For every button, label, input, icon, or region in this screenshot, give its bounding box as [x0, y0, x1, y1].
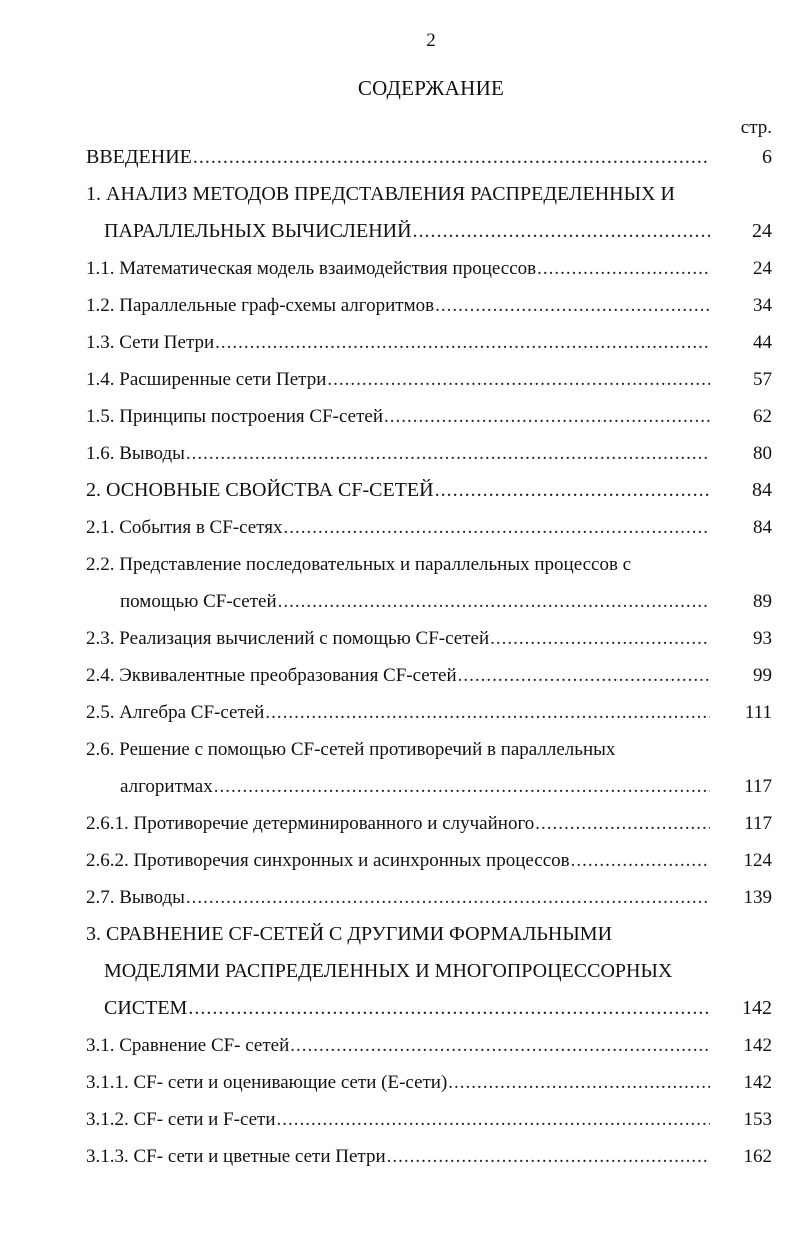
toc-entry-3-1-1[interactable] [86, 1064, 772, 1101]
toc-entry-2-6-2[interactable] [86, 842, 772, 879]
dot-leader [284, 509, 711, 546]
toc-entry-1-1[interactable] [86, 250, 772, 287]
dot-leader [535, 805, 710, 842]
dot-leader [290, 1027, 710, 1064]
toc-entry-3-1-2[interactable] [86, 1101, 772, 1138]
toc-entry-1-6[interactable] [86, 435, 772, 472]
toc-entry-chapter-1-cont[interactable] [86, 213, 772, 250]
dot-leader [387, 1138, 710, 1175]
toc-entry-2-2-cont[interactable] [86, 583, 772, 620]
toc-entry-2-6-1[interactable] [86, 805, 772, 842]
toc-entry-page: 153 [743, 1109, 772, 1130]
toc-entry-text: 2.7. Выводы [86, 887, 185, 908]
toc-entry-page: 34 [753, 295, 772, 316]
toc-entry-page: 44 [753, 332, 772, 353]
dot-leader [186, 435, 710, 472]
toc-entry-page: 84 [753, 517, 772, 538]
dot-leader [537, 250, 710, 287]
dot-leader [327, 361, 710, 398]
toc-entry-page: 62 [753, 406, 772, 427]
toc-entry-3-1-3[interactable] [86, 1138, 772, 1175]
toc-entry-page: 142 [742, 997, 772, 1019]
toc-entry-page: 139 [743, 887, 772, 908]
toc-entry-2-3[interactable] [86, 620, 772, 657]
toc-entry-chapter-1[interactable] [86, 176, 772, 213]
toc-entry-2-7[interactable] [86, 879, 772, 916]
toc-entry-text: 2.6.2. Противоречия синхронных и асинхронных процессов [86, 850, 570, 871]
toc-entry-2-6[interactable] [86, 731, 772, 768]
toc-entry-page: 124 [743, 850, 772, 871]
toc-entry-page: 93 [753, 628, 772, 649]
dot-leader [214, 768, 710, 805]
toc-entry-2-1[interactable] [86, 509, 772, 546]
dot-leader [193, 139, 710, 176]
dot-leader [188, 990, 710, 1027]
toc-entry-chapter-3-end[interactable] [86, 990, 772, 1027]
toc-entry-text: 2. ОСНОВНЫЕ СВОЙСТВА CF-СЕТЕЙ [86, 479, 434, 501]
toc-entry-page: 84 [752, 479, 772, 501]
toc-entry-text: СИСТЕМ [104, 997, 188, 1019]
toc-entry-page: 24 [753, 258, 772, 279]
page-number: 2 [426, 30, 436, 51]
dot-leader [448, 1064, 710, 1101]
toc-entry-text: помощью CF-сетей [120, 591, 277, 612]
toc-entry-text: 3.1.2. CF- сети и F-сети [86, 1109, 276, 1130]
toc-entry-text: МОДЕЛЯМИ РАСПРЕДЕЛЕННЫХ И МНОГОПРОЦЕССОРНЫХ [104, 960, 673, 982]
toc-entry-text: 1.5. Принципы построения CF-сетей [86, 406, 383, 427]
dot-leader [278, 583, 710, 620]
toc-entry-page: 6 [762, 146, 772, 168]
toc-entry-text: 1. АНАЛИЗ МЕТОДОВ ПРЕДСТАВЛЕНИЯ РАСПРЕДЕЛЕННЫХ И [86, 183, 675, 205]
toc-entry-1-3[interactable] [86, 324, 772, 361]
toc-entry-text: 2.4. Эквивалентные преобразования CF-сетей [86, 665, 457, 686]
toc-entry-text: 3.1.3. CF- сети и цветные сети Петри [86, 1146, 386, 1167]
dot-leader [435, 287, 710, 324]
toc-entry-text: 3. СРАВНЕНИЕ CF-СЕТЕЙ С ДРУГИМИ ФОРМАЛЬНЫМИ [86, 923, 613, 945]
toc-entry-1-4[interactable] [86, 361, 772, 398]
page-column-label: стр. [740, 117, 772, 138]
toc-entry-2-6-cont[interactable] [86, 768, 772, 805]
dot-leader [384, 398, 710, 435]
dot-leader [215, 324, 710, 361]
toc-entry-text: 2.2. Представление последовательных и параллельных процессов с [86, 554, 632, 575]
toc-entry-text: ПАРАЛЛЕЛЬНЫХ ВЫЧИСЛЕНИЙ [104, 220, 412, 242]
toc-entry-text: 2.6.1. Противоречие детерминированного и случайного [86, 813, 535, 834]
dot-leader [490, 620, 710, 657]
dot-leader [413, 213, 710, 250]
toc-entry-text: алгоритмах [120, 776, 213, 797]
toc-entry-chapter-2[interactable] [86, 472, 772, 509]
toc-entry-text: 1.1. Математическая модель взаимодействия процессов [86, 258, 537, 279]
dot-leader [265, 694, 710, 731]
toc-entry-text: 1.6. Выводы [86, 443, 185, 464]
toc-entry-text: 1.3. Сети Петри [86, 332, 215, 353]
toc-entry-page: 117 [744, 776, 772, 797]
toc-entry-text: 3.1. Сравнение CF- сетей [86, 1035, 290, 1056]
toc-entry-text: 3.1.1. CF- сети и оценивающие сети (Е-сети) [86, 1072, 448, 1093]
page-title: СОДЕРЖАНИЕ [357, 76, 505, 100]
toc-entry-page: 162 [743, 1146, 772, 1167]
toc-entry-page: 142 [743, 1035, 772, 1056]
toc-entry-introduction[interactable] [86, 139, 772, 176]
toc-entry-page: 111 [744, 702, 772, 723]
dot-leader [435, 472, 710, 509]
dot-leader [277, 1101, 710, 1138]
toc-entry-1-2[interactable] [86, 287, 772, 324]
toc-entry-text: 1.2. Параллельные граф-схемы алгоритмов [86, 295, 435, 316]
toc-entry-3-1[interactable] [86, 1027, 772, 1064]
toc-entry-page: 117 [744, 813, 772, 834]
toc-entry-page: 24 [752, 220, 772, 242]
dot-leader [571, 842, 710, 879]
toc-entry-2-4[interactable] [86, 657, 772, 694]
toc-entry-text: 2.5. Алгебра CF-сетей [86, 702, 265, 723]
toc-entry-text: 2.3. Реализация вычислений с помощью CF-сетей [86, 628, 490, 649]
table-of-contents [86, 139, 772, 1175]
toc-entry-1-5[interactable] [86, 398, 772, 435]
toc-entry-text: 1.4. Расширенные сети Петри [86, 369, 327, 390]
toc-entry-chapter-3-cont[interactable] [86, 953, 772, 990]
toc-entry-page: 57 [753, 369, 772, 390]
toc-entry-page: 89 [753, 591, 772, 612]
toc-entry-page: 99 [753, 665, 772, 686]
toc-entry-text: ВВЕДЕНИЕ [86, 146, 192, 168]
dot-leader [186, 879, 710, 916]
toc-entry-2-2[interactable] [86, 546, 772, 583]
toc-entry-chapter-3[interactable] [86, 916, 772, 953]
toc-entry-text: 2.6. Решение с помощью CF-сетей противоречий в параллельных [86, 739, 616, 760]
toc-entry-text: 2.1. События в CF-сетях [86, 517, 283, 538]
toc-entry-2-5[interactable] [86, 694, 772, 731]
toc-entry-page: 142 [743, 1072, 772, 1093]
dot-leader [458, 657, 710, 694]
toc-entry-page: 80 [753, 443, 772, 464]
